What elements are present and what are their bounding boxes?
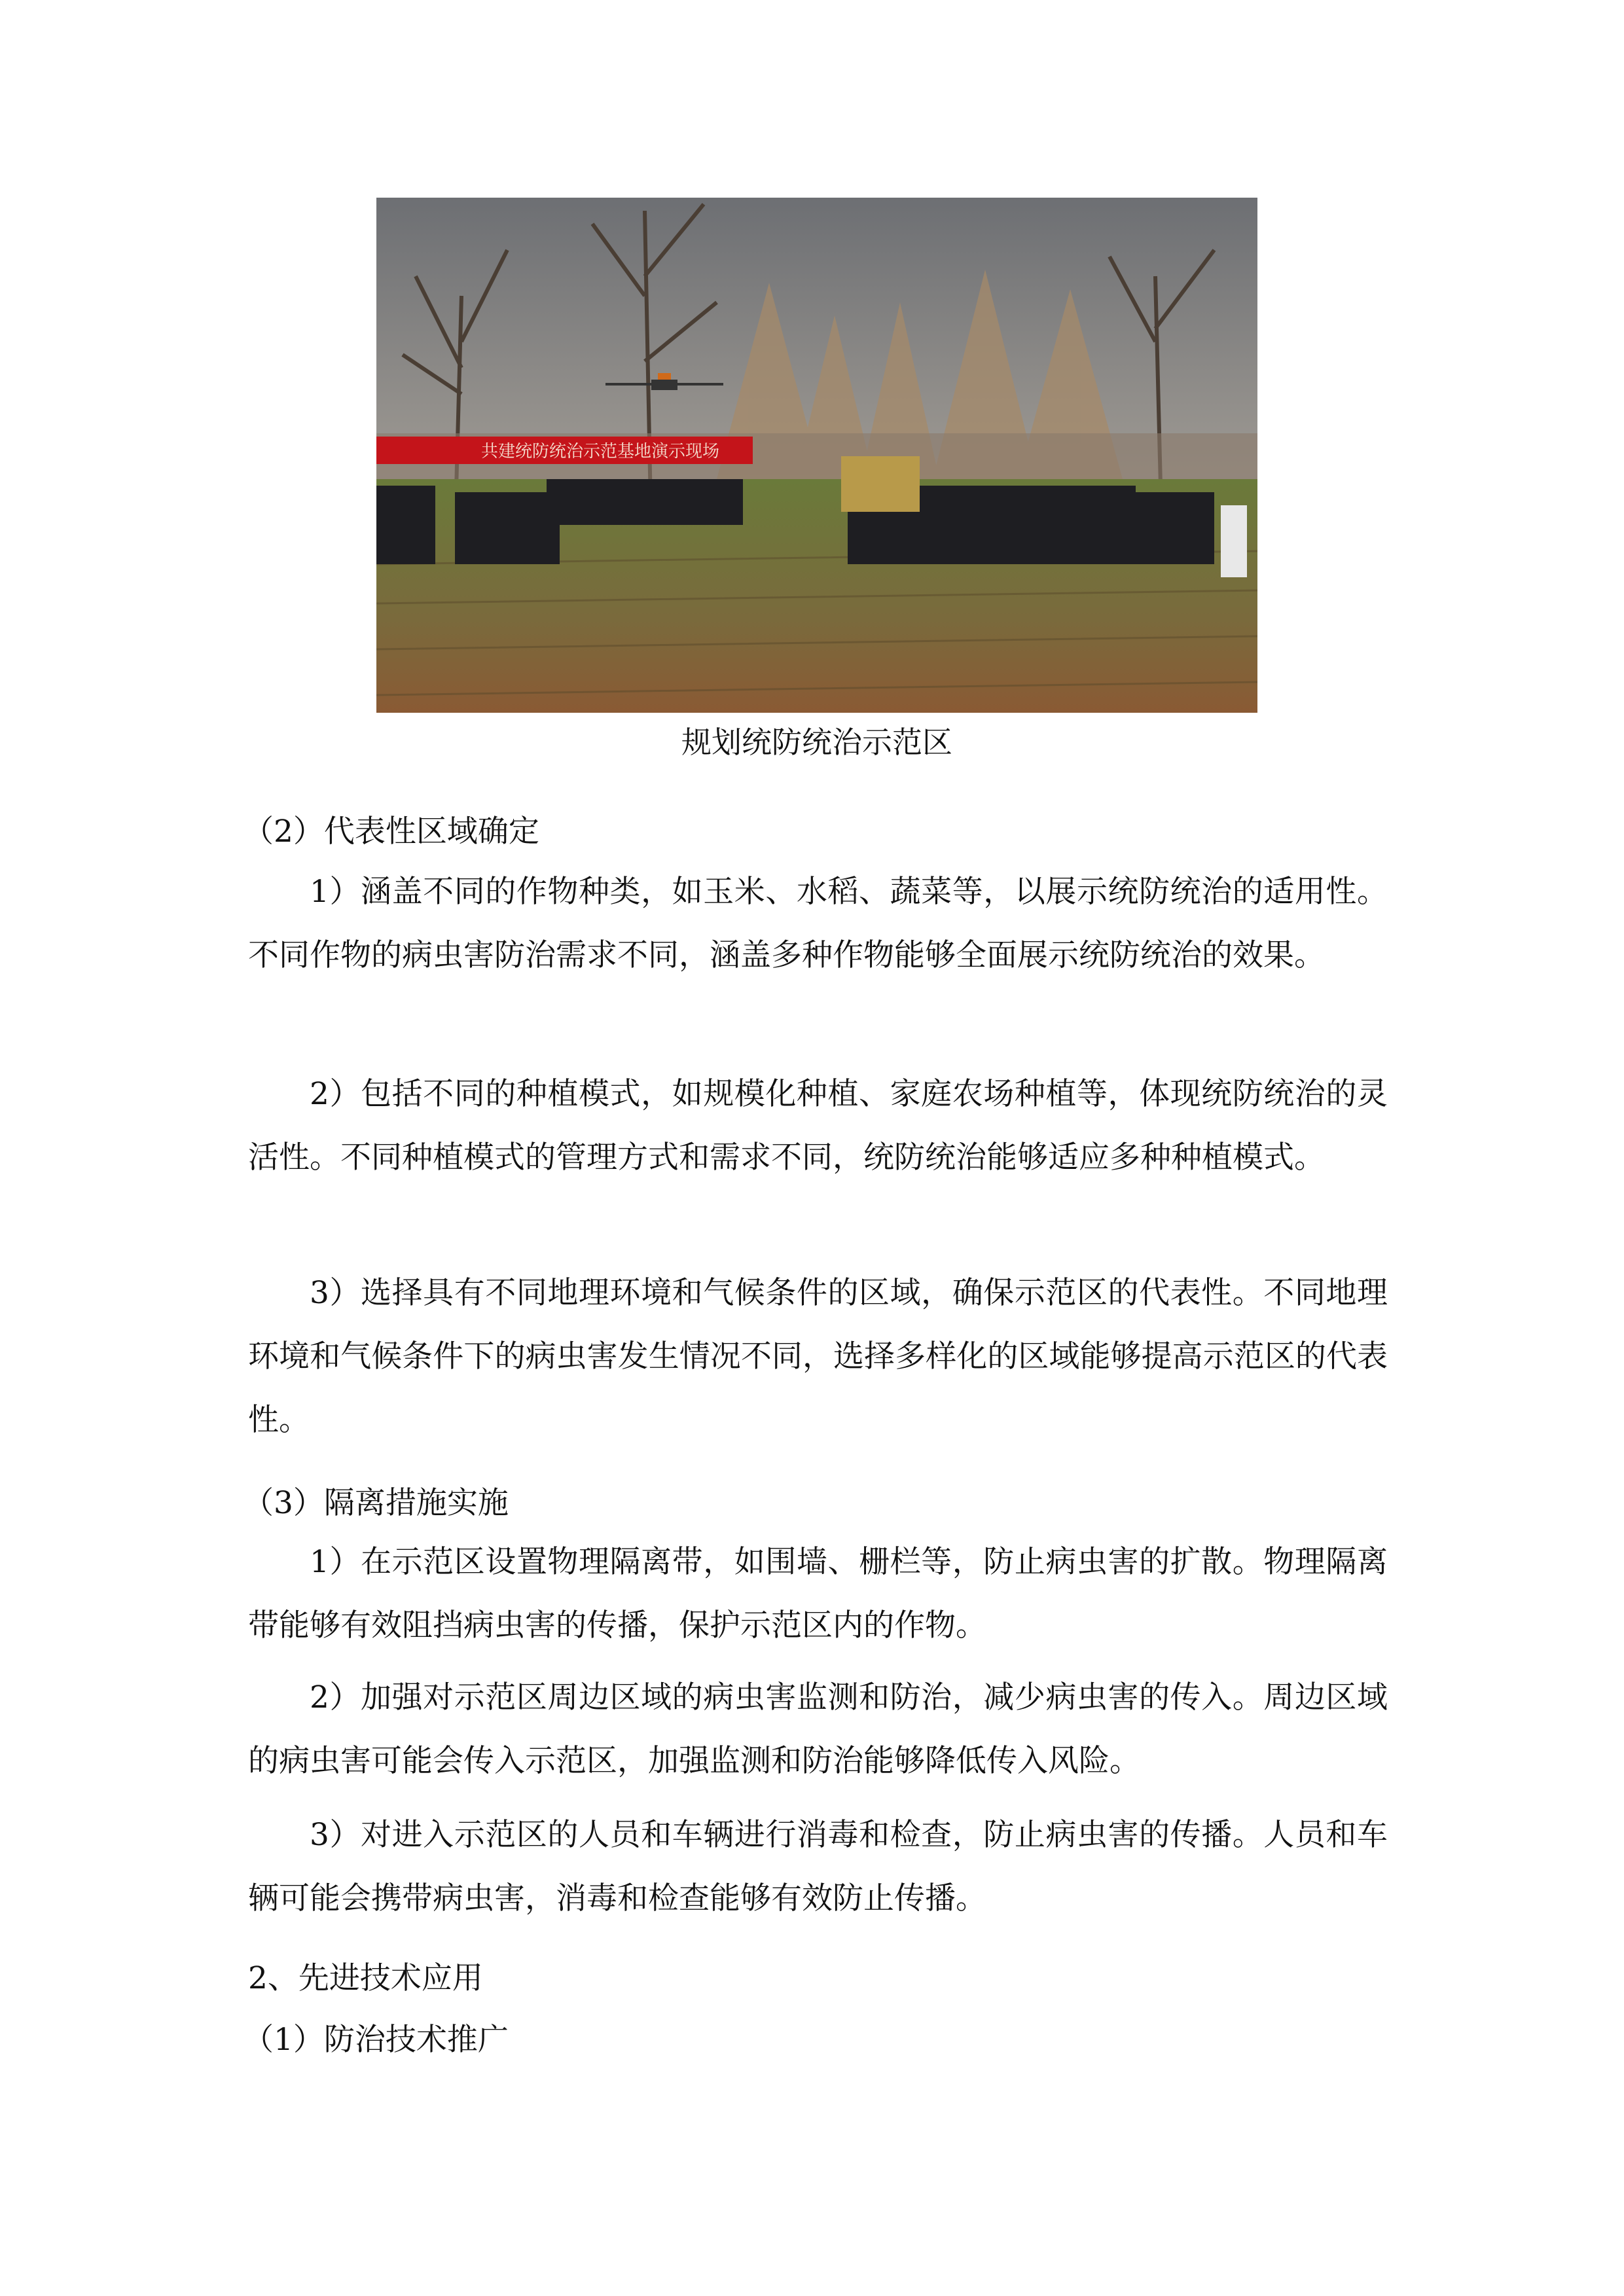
paragraph: 2）包括不同的种植模式，如规模化种植、家庭农场种植等，体现统防统治的灵活性。不同种植模式的管理方式和需求不同，统防统治能够适应多种种植模式。 [248, 1076, 1388, 1175]
section-heading-representative-areas: （2）代表性区域确定 [243, 814, 539, 850]
section-heading-advanced-technology: 2、先进技术应用 [248, 1960, 483, 1996]
paragraph: 1）涵盖不同的作物种类，如玉米、水稻、蔬菜等，以展示统防统治的适用性。不同作物的病虫害防治需求不同，涵盖多种作物能够全面展示统防统治的效果。 [248, 874, 1388, 973]
paragraph: 2）加强对示范区周边区域的病虫害监测和防治，减少病虫害的传入。周边区域的病虫害可能会传入示范区，加强监测和防治能够降低传入风险。 [248, 1679, 1388, 1779]
paragraph: 3）对进入示范区的人员和车辆进行消毒和检查，防止病虫害的传播。人员和车辆可能会携带病虫害，消毒和检查能够有效防止传播。 [248, 1817, 1388, 1916]
svg-text:共建统防统治示范基地演示现场: 共建统防统治示范基地演示现场 [481, 442, 720, 461]
red-banner [376, 437, 753, 464]
paragraph: 1）在示范区设置物理隔离带，如围墙、栅栏等，防止病虫害的扩散。物理隔离带能够有效阻挡病虫害的传播，保护示范区内的作物。 [248, 1544, 1388, 1643]
demonstration-field-photo [376, 198, 1257, 713]
section-heading-isolation-measures: （3）隔离措施实施 [243, 1485, 509, 1521]
figure-caption: 规划统防统治示范区 [681, 725, 952, 760]
subsection-heading-control-technology: （1）防治技术推广 [243, 2022, 509, 2058]
spray-vehicle [841, 456, 920, 512]
paragraph: 3）选择具有不同地理环境和气候条件的区域，确保示范区的代表性。不同地理环境和气候条件下的病虫害发生情况不同，选择多样化的区域能够提高示范区的代表性。 [248, 1275, 1388, 1438]
